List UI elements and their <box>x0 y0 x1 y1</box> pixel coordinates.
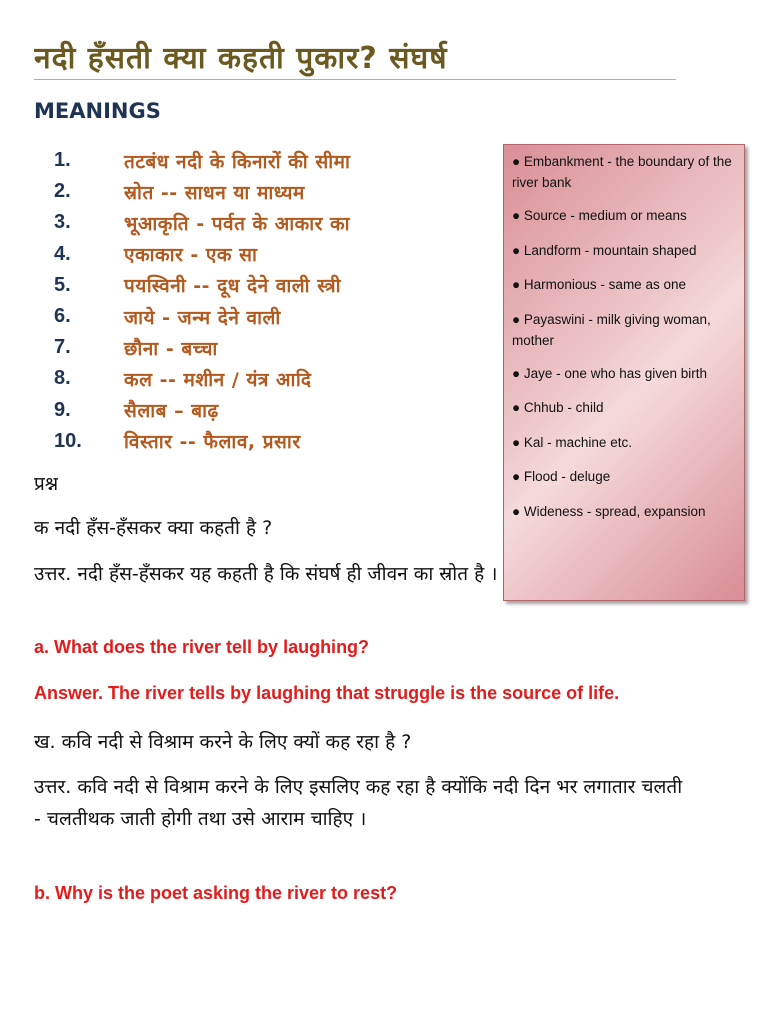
item-number: 10. <box>54 429 82 452</box>
question-1-hindi: क नदी हँस-हँसकर क्या कहती है ? <box>34 517 273 539</box>
item-text: पयस्विनी -- दूध देने वाली स्त्री <box>124 275 341 298</box>
list-item <box>54 395 504 426</box>
page-title: नदी हँसती क्या कहती पुकार? संघर्ष <box>34 41 448 76</box>
item-number: 3. <box>54 211 71 234</box>
meanings-heading: MEANINGS <box>34 99 161 123</box>
list-item <box>54 332 504 363</box>
item-number: 8. <box>54 367 71 390</box>
question-2-hindi: ख. कवि नदी से विश्राम करने के लिए क्यों कह रहा है ? <box>34 731 412 753</box>
item-text: कल -- मशीन / यंत्र आदि <box>124 368 312 391</box>
note-item: ● Harmonious - same as one <box>512 277 686 292</box>
note-item: ● Jaye - one who has given birth <box>512 365 708 381</box>
item-text: छौना - बच्चा <box>124 337 218 360</box>
item-text: तटबंध नदी के किनारों की सीमा <box>124 150 351 173</box>
note-item: ● Wideness - spread, expansion <box>512 503 706 519</box>
list-item <box>54 239 504 270</box>
list-item <box>54 145 504 176</box>
note-item: ● Payaswini - milk giving woman, mother <box>512 311 711 348</box>
item-number: 5. <box>54 273 71 296</box>
section-label: प्रश्न <box>34 473 59 495</box>
title-divider <box>34 79 676 80</box>
item-text: भूआकृति - पर्वत के आकार का <box>124 212 351 235</box>
answer-1-hindi: उत्तर. नदी हँस-हँसकर यह कहती है कि संघर्ष ही जीवन का स्रोत है । <box>34 563 498 585</box>
list-item <box>54 270 504 301</box>
item-number: 2. <box>54 180 71 203</box>
item-text: स्रोत -- साधन या माध्यम <box>124 181 305 204</box>
answer-1-english: Answer. The river tells by laughing that struggle is the source of life. <box>34 683 620 703</box>
list-item <box>54 207 504 238</box>
item-number: 9. <box>54 398 71 421</box>
list-item <box>54 176 504 207</box>
question-1-english: a. What does the river tell by laughing? <box>34 637 370 657</box>
item-number: 4. <box>54 242 71 265</box>
item-text: विस्तार -- फैलाव, प्रसार <box>124 431 301 454</box>
note-item: ● Source - medium or means <box>512 208 687 223</box>
list-item <box>54 363 504 394</box>
meanings-list <box>54 145 504 457</box>
note-item: ● Embankment - the boundary of the river bank <box>512 154 732 190</box>
note-item: ● Flood - deluge <box>512 469 611 484</box>
item-text: जाये - जन्म देने वाली <box>124 306 281 329</box>
list-item <box>54 301 504 332</box>
item-number: 7. <box>54 336 71 359</box>
list-item <box>54 426 504 457</box>
answer-2-hindi: उत्तर. कवि नदी से विश्राम करने के लिए इसलिए कह रहा है क्योंकि नदी दिन भर लगातार चलती - चलतीथक जाती होगी तथा उसे आराम चाहिए । <box>34 776 683 830</box>
item-text: सैलाब – बाढ़ <box>124 400 219 423</box>
english-meanings-box <box>503 144 745 601</box>
note-item: ● Kal - machine etc. <box>512 434 632 450</box>
note-item: ● Landform - mountain shaped <box>512 242 697 258</box>
note-item: ● Chhub - child <box>512 400 604 415</box>
item-number: 6. <box>54 305 71 328</box>
question-2-english: b. Why is the poet asking the river to rest? <box>34 883 398 903</box>
item-text: एकाकार - एक सा <box>124 244 258 267</box>
item-number: 1. <box>54 149 71 172</box>
